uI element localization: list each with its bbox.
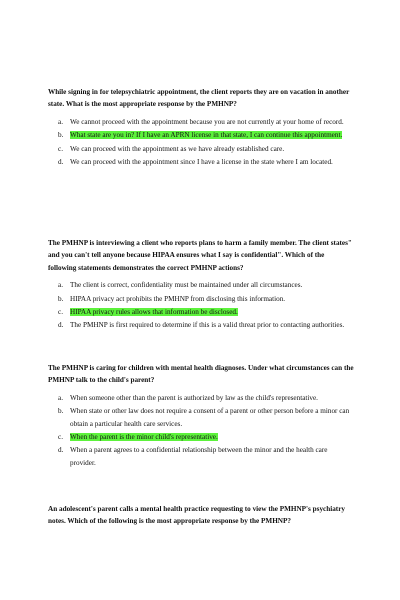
option-text: When someone other than the parent is authorized by law as the child's representative. — [70, 393, 318, 402]
option-letter: a. — [58, 281, 63, 290]
option-letter: c. — [58, 308, 63, 317]
option-text: HIPAA privacy act prohibits the PMHNP from disclosing this information. — [70, 294, 286, 303]
question-3-options — [48, 392, 354, 469]
question-3-stem: The PMHNP is caring for children with mental health diagnoses. Under what circumstances can the PMHNP talk to the child's parent? — [48, 364, 354, 385]
option-2d — [48, 319, 354, 331]
highlighted-answer: What state are you in? If I have an APRN license in that state, I can continue this appointment. — [70, 131, 343, 140]
option-1c — [48, 143, 354, 155]
option-letter: b. — [58, 294, 64, 303]
question-3 — [48, 362, 354, 470]
option-2c — [48, 306, 354, 318]
option-3b — [48, 405, 354, 430]
option-letter: a. — [58, 117, 63, 126]
option-2a — [48, 279, 354, 291]
option-letter: c. — [58, 433, 63, 442]
option-1a — [48, 116, 354, 128]
highlighted-answer: When the parent is the minor child's representative. — [70, 433, 218, 442]
option-2b — [48, 293, 354, 305]
option-3c — [48, 431, 354, 443]
option-text: We can proceed with the appointment since I have a license in the state where I am located. — [70, 158, 333, 167]
question-2 — [48, 237, 354, 333]
option-letter: d. — [58, 446, 64, 455]
option-letter: a. — [58, 393, 63, 402]
option-letter: b. — [58, 131, 64, 140]
option-letter: d. — [58, 158, 64, 167]
option-letter: b. — [58, 407, 64, 416]
highlighted-answer: HIPAA privacy rules allows that information be disclosed. — [70, 308, 238, 317]
option-text: When state or other law does not require a consent of a parent or other person before a minor can obtain a particular health care services. — [70, 407, 350, 428]
question-1-options — [48, 116, 354, 169]
option-text: The client is correct, confidentiality must be maintained under all circumstances. — [70, 281, 303, 290]
question-1 — [48, 86, 354, 169]
question-2-options — [48, 279, 354, 332]
question-1-stem: While signing in for telepsychiatric appointment, the client reports they are on vacation in another state. What is the most appropriate response by the PMHNP? — [48, 88, 350, 109]
option-3d — [48, 444, 354, 469]
option-text: We cannot proceed with the appointment because you are not currently at your home of record. — [70, 117, 344, 126]
option-letter: d. — [58, 321, 64, 330]
option-text: We can proceed with the appointment as we have already established care. — [70, 144, 285, 153]
option-text: When a parent agrees to a confidential relationship between the minor and the health care provider. — [70, 446, 328, 467]
question-4-stem: An adolescent's parent calls a mental health practice requesting to view the PMHNP's psychiatry notes. Which of the following is the most appropriate response by the PMHNP? — [48, 505, 345, 526]
question-4 — [48, 503, 354, 533]
option-3a — [48, 392, 354, 404]
option-text: The PMHNP is first required to determine if this is a valid threat prior to contacting authorities. — [70, 321, 345, 330]
option-letter: c. — [58, 144, 63, 153]
option-1b — [48, 129, 354, 141]
question-2-stem: The PMHNP is interviewing a client who reports plans to harm a family member. The client states" and you can't tell anyone because HIPAA ensures what I say is confidential". Which of the following statements demonstrates the correct PMHNP actions? — [48, 239, 352, 272]
option-1d — [48, 156, 354, 168]
